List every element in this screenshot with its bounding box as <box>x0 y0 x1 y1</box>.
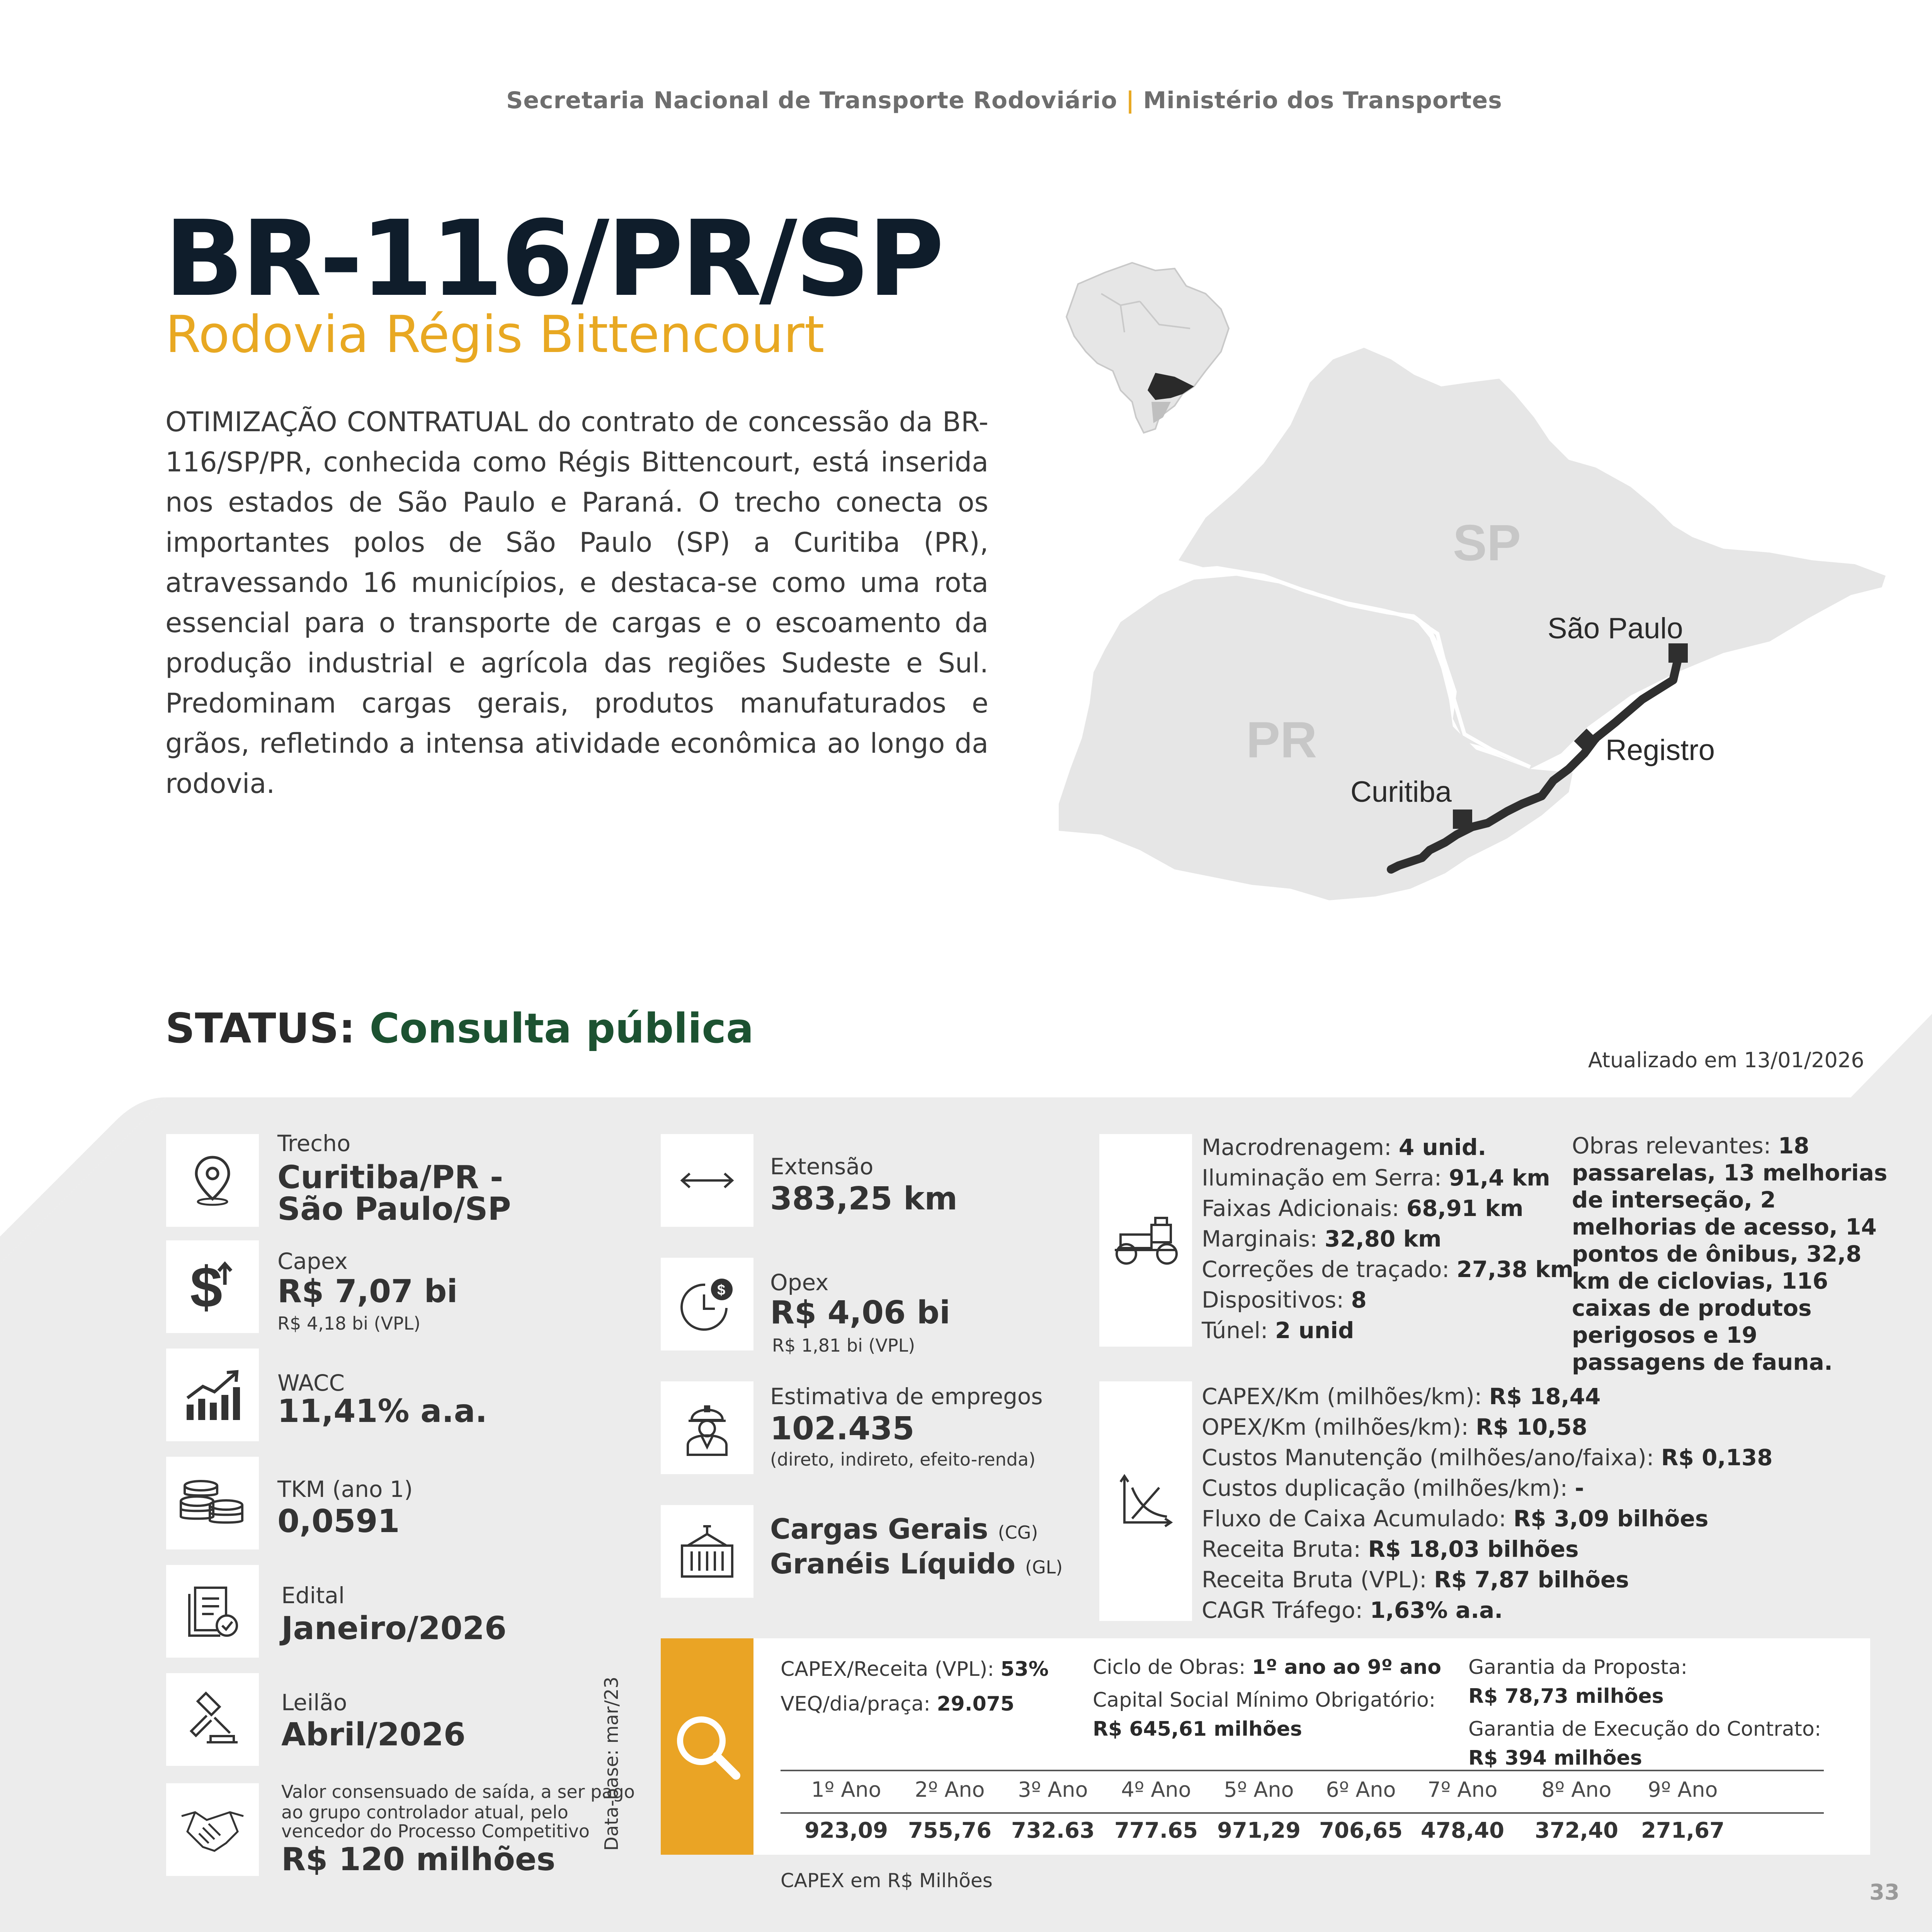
capex-year-label: 9º Ano <box>1648 1777 1718 1802</box>
graneis-liquido: Granéis Líquido <box>770 1548 1015 1580</box>
financial-item-value: R$ 18,03 bilhões <box>1368 1536 1579 1562</box>
obras-relevantes-value: 18 passarelas, 13 melhorias de interseção, 2 melhorias de acesso, 14 pontos de ônibus, 32,8 km de ciclovias, 116 caixas de produtos perigosos e 19 passagens de fauna. <box>1572 1133 1888 1375</box>
obras-item-value: 32,80 km <box>1324 1226 1442 1252</box>
cargas-line2 <box>770 1549 1063 1579</box>
obras-item-value: 8 <box>1351 1287 1367 1313</box>
capex-year-value: 923,09 <box>804 1818 888 1843</box>
tkm-value: 0,0591 <box>277 1503 400 1540</box>
capex-year-label: 8º Ano <box>1541 1777 1612 1802</box>
capex-vpl: R$ 4,18 bi (VPL) <box>277 1313 421 1334</box>
header-separator: | <box>1126 87 1135 114</box>
capex-year-label: 3º Ano <box>1018 1777 1088 1802</box>
garantia-proposta-label: Garantia da Proposta: <box>1468 1656 1688 1679</box>
garantia-execucao-value: R$ 394 milhões <box>1468 1747 1642 1770</box>
map-city-registro: Registro <box>1605 734 1715 767</box>
wacc-value: 11,41% a.a. <box>277 1393 488 1430</box>
obras-item-label: Marginais: <box>1202 1226 1325 1252</box>
valor-line1: Valor consensuado de saída, a ser pago <box>281 1781 635 1802</box>
financial-item-value: R$ 10,58 <box>1476 1414 1587 1440</box>
capex-year-value: 971,29 <box>1217 1818 1301 1843</box>
financial-item <box>1202 1412 1773 1442</box>
obras-item-value: 4 unid. <box>1398 1134 1486 1160</box>
brazil-minimap-icon <box>1066 263 1229 433</box>
edital-label: Edital <box>281 1582 345 1609</box>
cargas-line1 <box>770 1515 1038 1544</box>
obras-item-value: 68,91 km <box>1406 1195 1524 1221</box>
chart-axis-icon <box>1099 1381 1192 1621</box>
capex-year-label: 1º Ano <box>811 1777 881 1802</box>
financial-item-value: 1,63% a.a. <box>1370 1597 1503 1623</box>
graneis-liquido-tag: (GL) <box>1025 1557 1063 1578</box>
status-label: STATUS: <box>165 1005 355 1052</box>
capex-note: CAPEX em R$ Milhões <box>781 1869 993 1892</box>
capex-value: R$ 7,07 bi <box>277 1273 458 1310</box>
obras-item <box>1202 1285 1573 1315</box>
table-top-rule <box>781 1770 1824 1771</box>
capex-year-value: 755,76 <box>908 1818 992 1843</box>
ciclo-obras <box>1093 1654 1441 1681</box>
tkm-label: TKM (ano 1) <box>277 1476 413 1502</box>
obras-item <box>1202 1132 1573 1163</box>
ciclo-value: 1º ano ao 9º ano <box>1252 1656 1441 1679</box>
obras-item-label: Dispositivos: <box>1202 1287 1351 1313</box>
capex-year-label: 7º Ano <box>1427 1777 1498 1802</box>
trecho-value-line1: Curitiba/PR - <box>277 1159 503 1196</box>
header-secretaria: Secretaria Nacional de Transporte Rodoviário <box>506 87 1117 114</box>
document-check-icon <box>166 1565 259 1658</box>
opex-vpl: R$ 1,81 bi (VPL) <box>772 1335 915 1356</box>
obras-relevantes-label: Obras relevantes: <box>1572 1133 1778 1159</box>
financial-item-label: Receita Bruta: <box>1202 1536 1368 1562</box>
obras-list <box>1202 1132 1573 1346</box>
intro-paragraph: OTIMIZAÇÃO CONTRATUAL do contrato de concessão da BR-116/SP/PR, conhecida como Régis Bittencourt, está inserida nos estados de São Paulo e Paraná. O trecho conecta os importantes polos de São Paulo (SP) a Curitiba (PR), atravessando 16 municípios, e destaca-se como uma rota essencial para o transporte de cargas e o escoamento da produção industrial e agrícola das regiões Sudeste e Sul. Predominam cargas gerais, produtos manufaturados e grãos, refletindo a intensa atividade econômica ao longo da rodovia. <box>165 406 988 799</box>
capex-year-value: 271,67 <box>1641 1818 1725 1843</box>
wacc-label: WACC <box>277 1370 345 1396</box>
financial-item-label: CAGR Tráfego: <box>1202 1597 1370 1623</box>
status-value: Consulta pública <box>369 1005 754 1052</box>
financial-item <box>1202 1534 1773 1565</box>
clock-dollar-icon <box>661 1258 753 1350</box>
obras-item-value: 91,4 km <box>1449 1165 1550 1191</box>
magnifier-box <box>661 1638 753 1855</box>
financial-item <box>1202 1503 1773 1534</box>
obras-relevantes <box>1572 1132 1889 1376</box>
gavel-icon <box>166 1673 259 1766</box>
obras-item <box>1202 1224 1573 1254</box>
map-city-curitiba: Curitiba <box>1350 776 1452 808</box>
obras-item-value: 2 unid <box>1275 1317 1354 1344</box>
valor-line2: ao grupo controlador atual, pelo <box>281 1802 568 1823</box>
leilao-label: Leilão <box>281 1689 347 1716</box>
empregos-label: Estimativa de empregos <box>770 1383 1043 1410</box>
svg-text:$: $ <box>190 1258 223 1316</box>
financial-item-label: Custos duplicação (milhões/km): <box>1202 1475 1575 1501</box>
obras-item-label: Macrodrenagem: <box>1202 1134 1399 1160</box>
page-number: 33 <box>1869 1880 1900 1905</box>
financial-item <box>1202 1442 1773 1473</box>
route-map <box>1043 255 1932 920</box>
financial-item-label: Custos Manutenção (milhões/ano/faixa): <box>1202 1444 1661 1471</box>
garantia-execucao-label: Garantia de Execução do Contrato: <box>1468 1718 1821 1741</box>
obras-item <box>1202 1254 1573 1285</box>
growth-chart-icon <box>166 1349 259 1441</box>
obras-item-label: Faixas Adicionais: <box>1202 1195 1406 1221</box>
obras-item-value: 27,38 km <box>1456 1256 1574 1282</box>
financial-item-label: OPEX/Km (milhões/km): <box>1202 1414 1476 1440</box>
obras-item-label: Iluminação em Serra: <box>1202 1165 1449 1191</box>
obras-item-label: Túnel: <box>1202 1317 1275 1344</box>
veq <box>781 1690 1014 1718</box>
trecho-value-line2: São Paulo/SP <box>277 1191 511 1228</box>
empregos-sub: (direto, indireto, efeito-renda) <box>770 1449 1036 1470</box>
financial-item-label: CAPEX/Km (milhões/km): <box>1202 1383 1489 1410</box>
map-label-sp: SP <box>1453 514 1521 571</box>
handshake-icon <box>166 1783 259 1876</box>
garantia-proposta-value: R$ 78,73 milhões <box>1468 1685 1664 1708</box>
page-header <box>0 87 1932 114</box>
edital-value: Janeiro/2026 <box>281 1610 507 1647</box>
coins-stack-icon <box>166 1457 259 1549</box>
capex-year-label: 4º Ano <box>1121 1777 1191 1802</box>
capex-receita <box>781 1656 1049 1683</box>
opex-value: R$ 4,06 bi <box>770 1294 951 1331</box>
container-crane-icon <box>661 1505 753 1598</box>
map-label-pr: PR <box>1246 711 1317 768</box>
obras-item <box>1202 1315 1573 1346</box>
opex-label: Opex <box>770 1269 829 1296</box>
ciclo-label: Ciclo de Obras: <box>1093 1656 1252 1679</box>
updated-date: Atualizado em 13/01/2026 <box>1588 1048 1864 1072</box>
extensao-label: Extensão <box>770 1153 874 1180</box>
financial-item-value: R$ 18,44 <box>1489 1383 1601 1410</box>
veq-value: 29.075 <box>937 1692 1015 1716</box>
svg-text:$: $ <box>717 1282 726 1298</box>
financial-item <box>1202 1473 1773 1503</box>
financial-item <box>1202 1381 1773 1412</box>
capex-year-value: 777.65 <box>1114 1818 1198 1843</box>
empregos-value: 102.435 <box>770 1410 915 1447</box>
financial-item-label: Fluxo de Caixa Acumulado: <box>1202 1505 1514 1532</box>
capex-year-value: 732.63 <box>1011 1818 1095 1843</box>
map-city-sao-paulo: São Paulo <box>1548 612 1683 645</box>
dollar-up-icon <box>166 1240 259 1333</box>
financial-item-value: R$ 7,87 bilhões <box>1434 1566 1629 1593</box>
header-ministerio: Ministério dos Transportes <box>1143 87 1502 114</box>
capital-social-value: R$ 645,61 milhões <box>1093 1718 1302 1741</box>
leilao-value: Abril/2026 <box>281 1716 466 1753</box>
status-line <box>165 1005 754 1052</box>
curitiba-marker-icon <box>1453 810 1472 829</box>
financial-item-value: - <box>1575 1475 1584 1501</box>
obras-item <box>1202 1163 1573 1193</box>
double-arrow-icon <box>661 1134 753 1227</box>
obras-item-label: Correções de traçado: <box>1202 1256 1457 1282</box>
financial-item-value: R$ 0,138 <box>1661 1444 1773 1471</box>
capex-year-value: 478,40 <box>1420 1818 1505 1843</box>
financial-item <box>1202 1595 1773 1626</box>
financial-item-value: R$ 3,09 bilhões <box>1513 1505 1709 1532</box>
capex-receita-label: CAPEX/Receita (VPL): <box>781 1658 1001 1681</box>
worker-helmet-icon <box>661 1381 753 1474</box>
cargas-gerais: Cargas Gerais <box>770 1513 988 1545</box>
sao-paulo-marker-icon <box>1668 643 1688 663</box>
capex-label: Capex <box>277 1248 348 1274</box>
cargas-gerais-tag: (CG) <box>998 1522 1038 1543</box>
table-mid-rule <box>781 1812 1824 1814</box>
capex-year-label: 5º Ano <box>1224 1777 1294 1802</box>
veq-label: VEQ/dia/praça: <box>781 1692 937 1716</box>
capex-year-label: 2º Ano <box>915 1777 985 1802</box>
financial-list <box>1202 1381 1773 1626</box>
financial-item <box>1202 1565 1773 1595</box>
valor-line3: vencedor do Processo Competitivo <box>281 1821 590 1842</box>
page-subtitle: Rodovia Régis Bittencourt <box>165 305 825 364</box>
capex-year-value: 372,40 <box>1534 1818 1619 1843</box>
capital-social-label: Capital Social Mínimo Obrigatório: <box>1093 1689 1436 1712</box>
database-date: Data-base: mar/23 <box>601 1677 622 1851</box>
capex-year-label: 6º Ano <box>1326 1777 1396 1802</box>
extensao-value: 383,25 km <box>770 1180 957 1217</box>
location-pin-icon <box>166 1134 259 1227</box>
magnifier-icon <box>670 1710 744 1783</box>
capex-receita-value: 53% <box>1000 1658 1049 1681</box>
financial-item-label: Receita Bruta (VPL): <box>1202 1566 1434 1593</box>
capex-year-value: 706,65 <box>1319 1818 1403 1843</box>
obras-item <box>1202 1193 1573 1224</box>
trecho-label: Trecho <box>277 1130 351 1156</box>
page-title: BR-116/PR/SP <box>164 198 942 320</box>
road-roller-icon <box>1099 1134 1192 1347</box>
valor-value: R$ 120 milhões <box>281 1841 556 1878</box>
